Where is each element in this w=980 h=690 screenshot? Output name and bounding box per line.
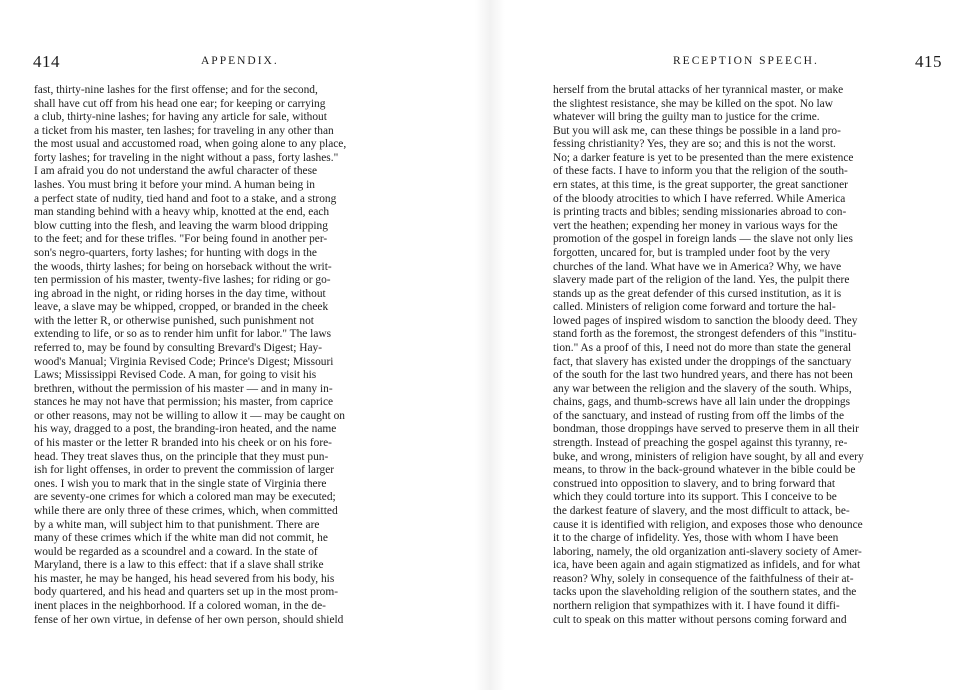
text-line: his master, he may be hanged, his head severed from his body, his: [34, 572, 335, 585]
text-line: No; a darker feature is yet to be presented than the mere existence: [553, 151, 854, 164]
text-line: to the feet; and for these trifles. "For being found in another per-: [34, 233, 328, 246]
text-line: ten permission of his master, twenty-five lashes; for riding or go-: [34, 274, 331, 287]
text-line: I am afraid you do not understand the awful character of these: [34, 165, 318, 178]
text-line: bondman, those droppings have served to preserve them in all their: [553, 423, 859, 436]
text-line: a club, thirty-nine lashes; for having any article for sale, without: [34, 111, 327, 124]
right-running-head: RECEPTION SPEECH.: [673, 55, 819, 67]
text-line: stand forth as the foremost, the strongest defenders of this "institu-: [553, 328, 857, 341]
text-line: many of these crimes which if the white man did not commit, he: [34, 532, 328, 545]
text-line: a ticket from his master, ten lashes; for traveling in any other than: [34, 124, 334, 137]
text-line: a perfect state of nudity, tied hand and foot to a stake, and a strong: [34, 192, 337, 205]
text-line: the woods, thirty lashes; for being on horseback without the writ-: [34, 260, 332, 273]
right-page-header: [553, 52, 953, 74]
text-line: fact, that slavery has existed under the droppings of the sanctuary: [553, 355, 852, 368]
text-line: ing abroad in the night, or riding horses in the day time, without: [34, 287, 326, 300]
text-line: are seventy-one crimes for which a colored man may be executed;: [34, 491, 336, 504]
text-line: which they could torture into its support. This I conceive to be: [553, 491, 837, 504]
text-line: his way, dragged to a post, the branding-iron heated, and the name: [34, 423, 337, 436]
text-line: referred to, may be found by consulting Brevard's Digest; Hay-: [34, 341, 323, 354]
text-line: herself from the brutal attacks of her tyrannical master, or make: [553, 84, 844, 96]
text-line: would be regarded as a scoundrel and a coward. In the state of: [34, 545, 318, 558]
text-line: fast, thirty-nine lashes for the first offense; and for the second,: [34, 84, 318, 96]
text-line: lowed pages of inspired wisdom to sanction the bloody deed. They: [553, 314, 858, 327]
text-line: of the bloody atrocities to which I have referred. While America: [553, 192, 846, 205]
text-line: is printing tracts and bibles; sending missionaries abroad to con-: [553, 206, 847, 219]
text-line: chains, gags, and thumb-screws have all lain under the droppings: [553, 396, 851, 409]
text-line: while there are only three of these crimes, which, when committed: [34, 504, 338, 517]
text-line: of the sanctuary, and instead of rusting from off the limbs of the: [553, 409, 845, 422]
text-line: tacks upon the slaveholding religion of the southern states, and the: [553, 586, 857, 599]
text-line: body quartered, and his head and quarters set up in the most prom-: [34, 586, 338, 599]
text-line: stances he may not have that permission; his master, from caprice: [34, 396, 334, 409]
text-line: of his master or the letter R branded into his cheek or on his fore-: [34, 437, 332, 450]
text-line: churches of the land. What have we in America? Why, we have: [553, 260, 842, 273]
text-line: cult to speak on this matter without persons coming forward and: [553, 613, 847, 626]
text-line: the darkest feature of slavery, and the most difficult to attack, be-: [553, 504, 850, 517]
text-line: son's negro-quarters, forty lashes; for hunting with dogs in the: [34, 246, 317, 259]
text-line: of the south for the last two hundred years, and there has not been: [553, 369, 853, 382]
text-line: Maryland, there is a law to this effect: that if a slave shall strike: [34, 559, 324, 572]
text-line: any war between the religion and the slavery of the south. Whips,: [553, 382, 852, 395]
left-page: [0, 0, 475, 690]
text-line: fense of her own virtue, in defense of her own person, should shield: [34, 613, 344, 626]
text-line: brethren, without the permission of his master — and in many in-: [34, 382, 333, 395]
text-line: ica, have been again and again stigmatized as infidels, and for what: [553, 559, 861, 572]
text-line: But you will ask me, can these things be possible in a land pro-: [553, 124, 841, 137]
book-gutter: [475, 0, 505, 690]
left-running-head: APPENDIX.: [201, 55, 279, 67]
text-line: called. Ministers of religion come forward and torture the hal-: [553, 301, 836, 314]
text-line: cause it is identified with religion, and exposes those who denounce: [553, 518, 863, 531]
text-line: stands up as the great defender of this cursed institution, as it is: [553, 287, 842, 300]
text-line: of these facts. I have to inform you that the religion of the south-: [553, 165, 848, 178]
text-line: vert the heathen; expending her money in various ways for the: [553, 219, 838, 232]
text-line: wood's Manual; Virginia Revised Code; Prince's Digest; Missouri: [34, 355, 334, 368]
text-line: Laws; Mississippi Revised Code. A man, for going to visit his: [34, 369, 317, 382]
text-line: northern religion that sympathizes with it. I have found it diffi-: [553, 599, 840, 612]
left-page-header: [33, 52, 433, 74]
text-line: it to the charge of infidelity. Yes, those with whom I have been: [553, 532, 839, 545]
text-line: the slightest resistance, she may be killed on the spot. No law: [553, 97, 833, 110]
text-line: ones. I wish you to mark that in the single state of Virginia there: [34, 477, 327, 490]
text-line: lashes. You must bring it before your mind. A human being in: [34, 179, 315, 192]
text-line: head. They treat slaves thus, on the principle that they must pun-: [34, 450, 329, 463]
left-page-number: 414: [33, 52, 60, 71]
text-line: buke, and wrong, ministers of religion have sought, by all and every: [553, 450, 864, 463]
text-line: reason? Why, solely in consequence of the faithfulness of their at-: [553, 572, 854, 585]
text-line: slavery made part of the religion of the land. Yes, the pulpit there: [553, 274, 850, 287]
text-line: forty lashes; for traveling in the night without a pass, forty lashes.": [34, 151, 339, 164]
text-line: laboring, namely, the old organization anti-slavery society of Amer-: [553, 545, 862, 558]
text-line: tion." As a proof of this, I need not do more than state the general: [553, 341, 852, 354]
text-line: blow cutting into the flesh, and leaving the warm blood dripping: [34, 219, 328, 232]
right-page: [505, 0, 980, 690]
text-line: fessing christianity? Yes, they are so; and this is not the worst.: [553, 138, 836, 151]
text-line: ern states, at this time, is the great supporter, the great sanctioner: [553, 179, 848, 192]
text-line: shall have cut off from his head one ear; for keeping or carrying: [34, 97, 326, 110]
text-line: by a white man, will subject him to that punishment. There are: [34, 518, 320, 531]
text-line: strength. Instead of preaching the gospel against this tyranny, re-: [553, 437, 848, 450]
text-line: or other reasons, may not be willing to allow it — may be caught on: [34, 409, 345, 422]
text-line: ish for light offenses, in order to prevent the commission of larger: [34, 464, 335, 477]
right-page-number: 415: [915, 52, 942, 71]
right-page-text: [553, 84, 945, 627]
text-line: the most usual and accustomed road, when going alone to any place,: [34, 138, 347, 151]
text-line: with the letter R, or otherwise punished, such punishment not: [34, 314, 314, 327]
text-line: means, to throw in the back-ground whatever in the bible could be: [553, 464, 856, 477]
text-line: promotion of the gospel in foreign lands — the slave not only lies: [553, 233, 853, 246]
text-line: forgotten, uncared for, but is trampled under foot by the very: [553, 246, 831, 259]
text-line: construed into opposition to slavery, and to bring forward that: [553, 477, 836, 490]
text-line: leave, a slave may be whipped, cropped, or branded in the cheek: [34, 301, 329, 314]
text-line: whatever will bring the guilty man to justice for the crime.: [553, 111, 820, 124]
text-line: extending to life, or so as to render him unfit for labor." The laws: [34, 328, 332, 341]
left-page-text: [34, 84, 434, 627]
text-line: inent places in the neighborhood. If a colored woman, in the de-: [34, 599, 326, 612]
text-line: man standing behind with a heavy whip, knotted at the end, each: [34, 206, 330, 219]
